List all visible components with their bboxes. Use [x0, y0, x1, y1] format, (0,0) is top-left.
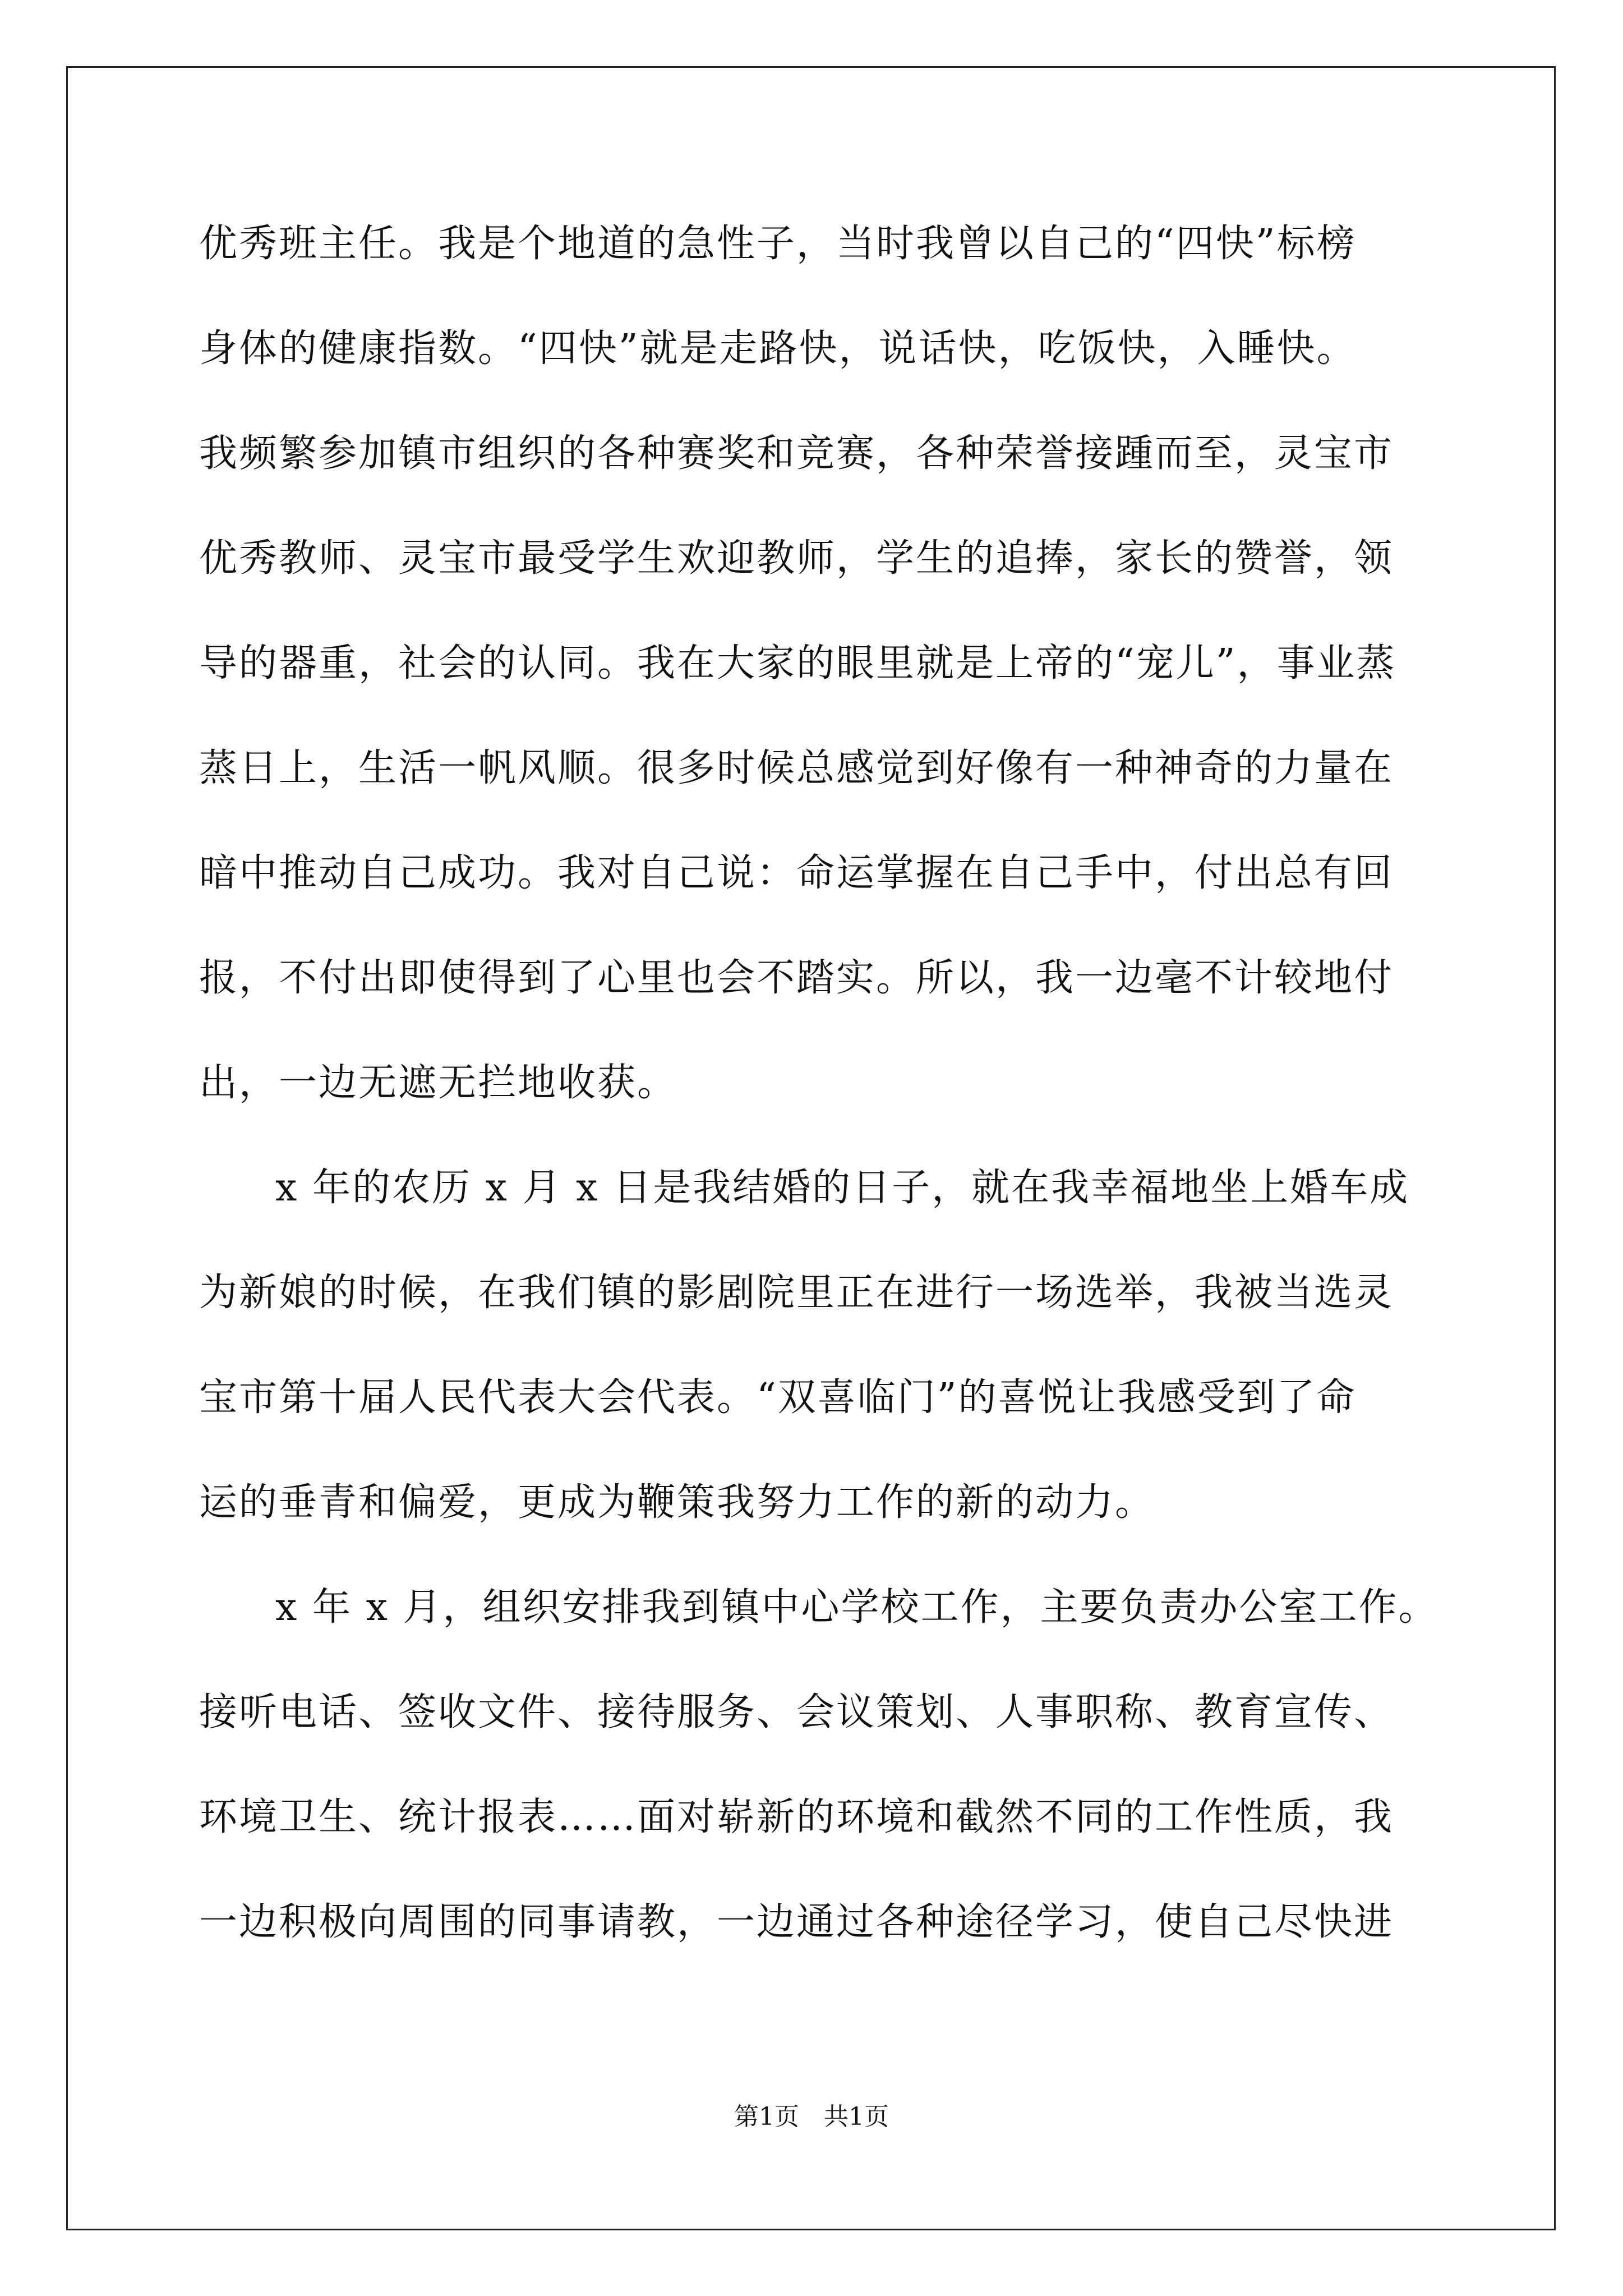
text-line-15: 接听电话、签收文件、接待服务、会议策划、人事职称、教育宣传、	[199, 1690, 1394, 1734]
text-line-11: 为新娘的时候，在我们镇的影剧院里正在进行一场选举，我被当选灵	[199, 1271, 1394, 1315]
text-line-13: 运的垂青和偏爱，更成为鞭策我努力工作的新的动力。	[199, 1480, 1155, 1525]
text-line-7: 暗中推动自己成功。我对自己说：命运掌握在自己手中，付出总有回	[199, 851, 1394, 895]
text-line-1: 优秀班主任。我是个地道的急性子，当时我曾以自己的“四快”标榜	[199, 222, 1357, 266]
text-line-8: 报，不付出即使得到了心里也会不踏实。所以，我一边毫不计较地付	[199, 956, 1394, 1000]
text-line-17: 一边积极向周围的同事请教，一边通过各种途径学习，使自己尽快进	[199, 1900, 1394, 1944]
text-line-9: 出，一边无遮无拦地收获。	[199, 1061, 677, 1105]
document-body	[199, 222, 1438, 2005]
text-line-16: 环境卫生、统计报表……面对崭新的环境和截然不同的工作性质，我	[199, 1795, 1394, 1839]
text-line-14: x 年 x 月，组织安排我到镇中心学校工作，主要负责办公室工作。	[275, 1585, 1438, 1630]
text-line-2: 身体的健康指数。“四快”就是走路快，说话快，吃饭快，入睡快。	[199, 326, 1357, 371]
page-number-footer: 第1页 共1页	[734, 2102, 889, 2131]
text-line-6: 蒸日上，生活一帆风顺。很多时候总感觉到好像有一种神奇的力量在	[199, 746, 1394, 790]
text-line-10: x 年的农历 x 月 x 日是我结婚的日子，就在我幸福地坐上婚车成	[275, 1166, 1410, 1210]
text-line-12: 宝市第十届人民代表大会代表。“双喜临门”的喜悦让我感受到了命	[199, 1375, 1357, 1420]
text-line-3: 我频繁参加镇市组织的各种赛奖和竞赛，各种荣誉接踵而至，灵宝市	[199, 431, 1394, 476]
text-line-4: 优秀教师、灵宝市最受学生欢迎教师，学生的追捧，家长的赞誉，领	[199, 536, 1394, 581]
text-line-5: 导的器重，社会的认同。我在大家的眼里就是上帝的“宠儿”，事业蒸	[199, 641, 1396, 685]
